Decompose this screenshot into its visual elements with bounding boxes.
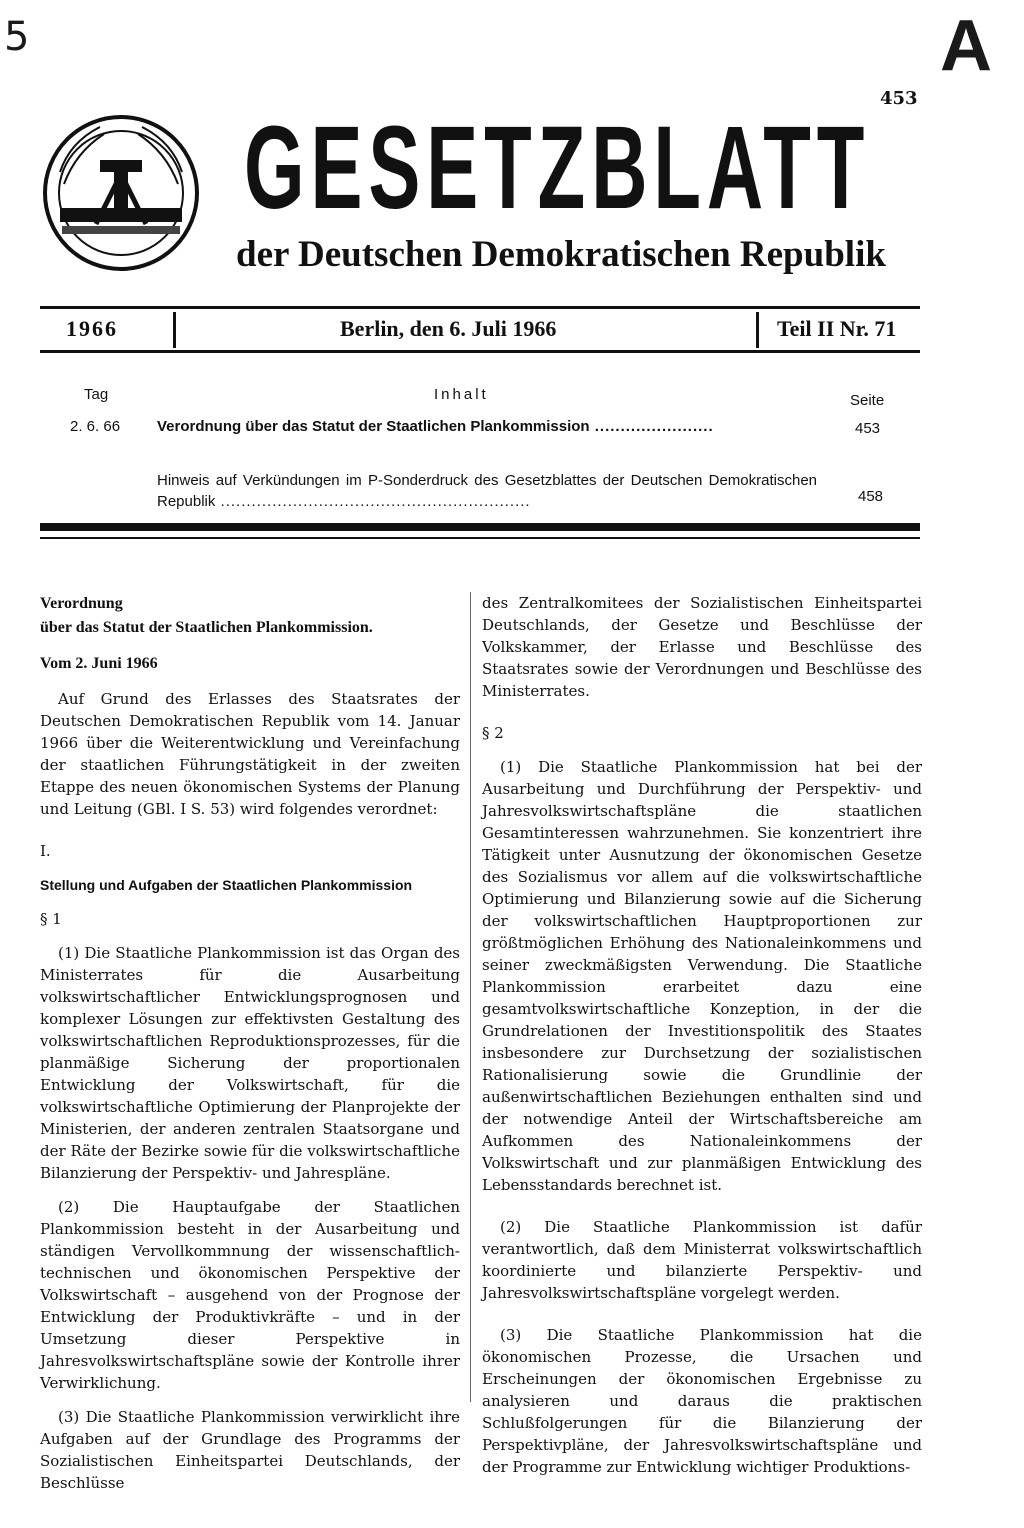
paragraph: (2) Die Staatliche Plankommission ist dafür verantwortlich, daß dem Ministerrat volkswirtschaftlich koordinierte und bilanzierte Perspektiv- und Jahresvolkswirtschaftspläne vorgelegt werden. (482, 1218, 922, 1302)
paragraph: (1) Die Staatliche Plankommission ist das Organ des Ministerrates für die Ausarbeitung volkswirtschaftlicher Entwicklungsprognosen und komplexer Lösungen zur effektivsten Gestaltung des volkswirtschaftlichen Reproduktionsprozesses, für die planmäßige Sicherung der proportionalen Entwicklung der Volkswirtschaft, für die volkswirtschaftliche Optimierung der Planprojekte der Ministerien, der anderen zentralen Staatsorgane und der Räte der Bezirke sowie für die volkswirtschaftliche Bilanzierung der Perspektiv- und Jahrespläne. (40, 944, 460, 1182)
header-divider (173, 312, 176, 348)
part-title: Stellung und Aufgaben der Staatlichen Plankommission (40, 877, 413, 893)
toc-entry-title-text: Hinweis auf Verkündungen im P-Sonderdruck des Gesetzblattes der Deutschen Demokratischen Republik (157, 472, 817, 510)
article-column-left (40, 592, 460, 1494)
article-column-right (482, 592, 922, 1478)
toc-entry-title[interactable] (157, 470, 817, 512)
toc-header-seite: Seite (850, 392, 885, 409)
toc-header-tag: Tag (84, 386, 109, 403)
toc-entry-title[interactable] (157, 418, 837, 435)
section-heading: § 2 (482, 724, 504, 742)
handwritten-mark-5: 5 (4, 14, 30, 60)
state-emblem-icon (40, 112, 202, 274)
toc-entry-title-text: Verordnung über das Statut der Staatlichen Plankommission (157, 418, 590, 435)
toc-rule-thick (40, 523, 920, 531)
section-heading: § 1 (40, 910, 62, 928)
toc-leader-dots: ....................... (589, 418, 714, 435)
paragraph-continuation: des Zentralkomitees der Sozialistischen Einheitspartei Deutschlands, der Gesetze und Beschlüsse der Volkskammer, der Erlasse und Beschlüsse des Staatsrates sowie der Verordnungen und Beschlüsse des Ministerrates. (482, 594, 922, 700)
paragraph: (3) Die Staatliche Plankommission hat die ökonomischen Prozesse, die Ursachen und Erscheinungen der ökonomischen Ergebnisse zu analysieren und daraus die praktischen Schlußfolgerungen für die Bilanzierung der Perspektivpläne, der Jahresvolkswirtschaftspläne und der Programme zur Entwicklung wichtiger Produktions- (482, 1326, 922, 1476)
article-date: Vom 2. Juni 1966 (40, 655, 158, 672)
header-rule-top (40, 306, 920, 309)
masthead-subtitle: der Deutschen Demokratischen Republik (236, 234, 886, 275)
issue-date: Berlin, den 6. Juli 1966 (340, 316, 557, 341)
toc-leader-dots: ............................................................ (215, 493, 531, 510)
article-preamble: Auf Grund des Erlasses des Staatsrates der Deutschen Demokratischen Republik vom 14. Januar 1966 über die Weiterentwicklung und Vereinfachung der staatlichen Führungstätigkeit in der zweiten Etappe des neuen ökonomischen Systems der Planung und Leitung (GBl. I S. 53) wird folgendes verordnet: (40, 690, 460, 818)
paragraph: (1) Die Staatliche Plankommission hat bei der Ausarbeitung und Durchführung der Perspektiv- und Jahresvolkswirtschaftspläne die staatlichen Gesamtinteressen wahrzunehmen. Sie konzentriert ihre Tätigkeit unter Ausnutzung der ökonomischen Gesetze des Sozialismus vor allem auf die volkswirtschaftliche Optimierung und Bilanzierung sowie auf die Sicherung der volkswirtschaftlichen Hauptproportionen zur größtmöglichen Erhöhung des Nationaleinkommens und seiner zweckmäßigsten Verwendung. Die Staatliche Plankommission erarbeitet dazu eine gesamtvolkswirtschaftliche Konzeption, in der die Grundrelationen der Investitionspolitik des Staates insbesondere zur Durchsetzung der sozialistischen Rationalisierung sowie die Grundlinie der außenwirtschaftlichen Beziehungen enthalten sind und der notwendige Anteil der Wirtschaftsbereiche am Aufkommen des Nationaleinkommens der Volkswirtschaft und zur planmäßigen Entwicklung des Lebensstandards berechnet ist. (482, 758, 922, 1194)
toc-entry-page: 458 (858, 488, 884, 505)
paragraph: (3) Die Staatliche Plankommission verwirklicht ihre Aufgaben auf der Grundlage des Programms der Sozialistischen Einheitspartei Deutschlands, der Beschlüsse (40, 1408, 460, 1492)
handwritten-mark-a: A (940, 6, 992, 86)
article-heading: Verordnung (40, 595, 123, 612)
masthead-title: GESETZBLATT (244, 102, 871, 234)
article-heading-subject: über das Statut der Staatlichen Plankommission. (40, 619, 373, 636)
toc-entry-date: 2. 6. 66 (70, 418, 121, 435)
paragraph: (2) Die Hauptaufgabe der Staatlichen Plankommission besteht in der Ausarbeitung und ständigen Vervollkommnung der wissenschaftlich-technischen und ökonomischen Perspektive der Volkswirtschaft – ausgehend von der Prognose der Entwicklung der Produktivkräfte – und in der Umsetzung dieser Perspektive in Jahresvolkswirtschaftspläne sowie der Kontrolle ihrer Verwirklichung. (40, 1198, 460, 1392)
issue-number: Teil II Nr. 71 (777, 316, 897, 341)
column-divider (470, 592, 471, 1402)
toc-rule-thin (40, 537, 920, 539)
issue-year: 1966 (66, 316, 118, 341)
toc-header-inhalt: Inhalt (434, 386, 489, 403)
part-number: I. (40, 842, 51, 860)
toc-entry-page: 453 (855, 420, 881, 437)
header-rule-bottom (40, 350, 920, 353)
header-divider (756, 312, 759, 348)
page-number: 453 (880, 88, 918, 109)
